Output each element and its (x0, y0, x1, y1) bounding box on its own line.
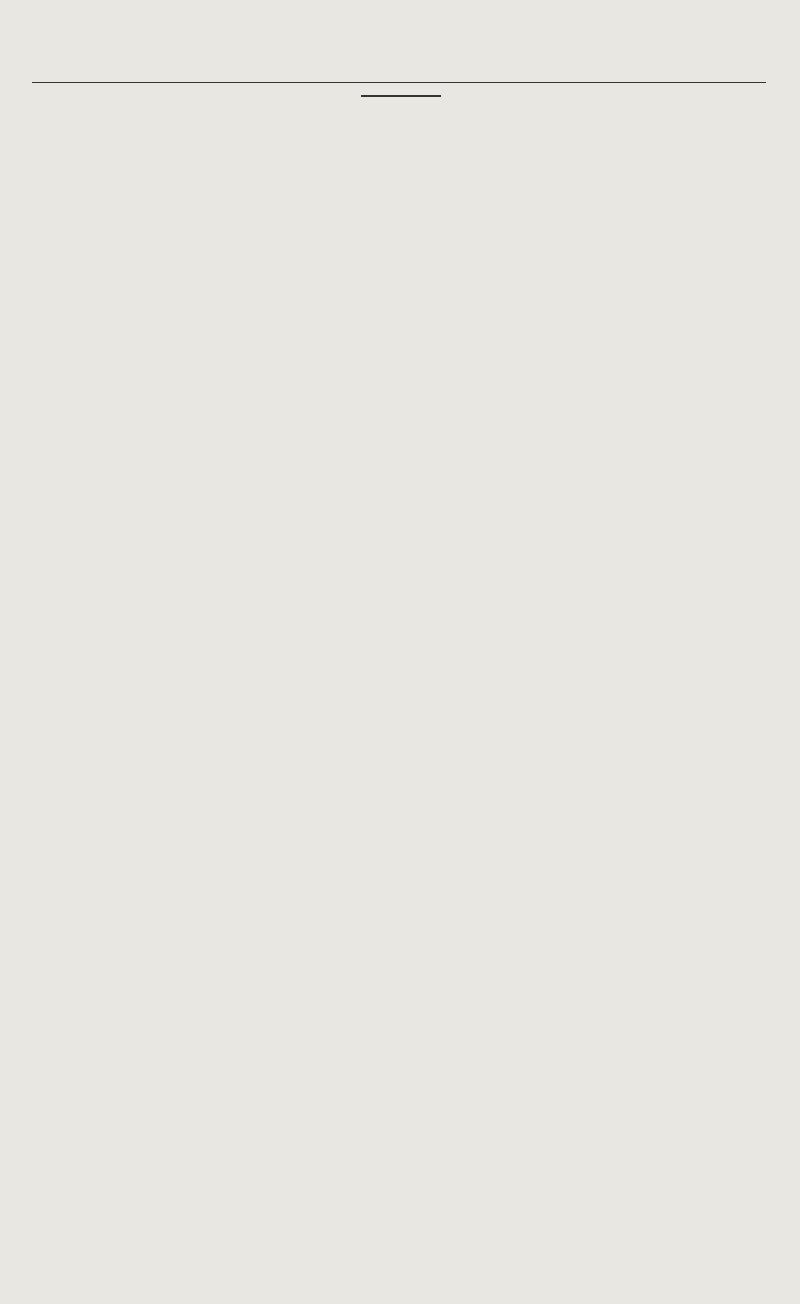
section-separator (361, 95, 441, 97)
running-header (32, 56, 766, 83)
